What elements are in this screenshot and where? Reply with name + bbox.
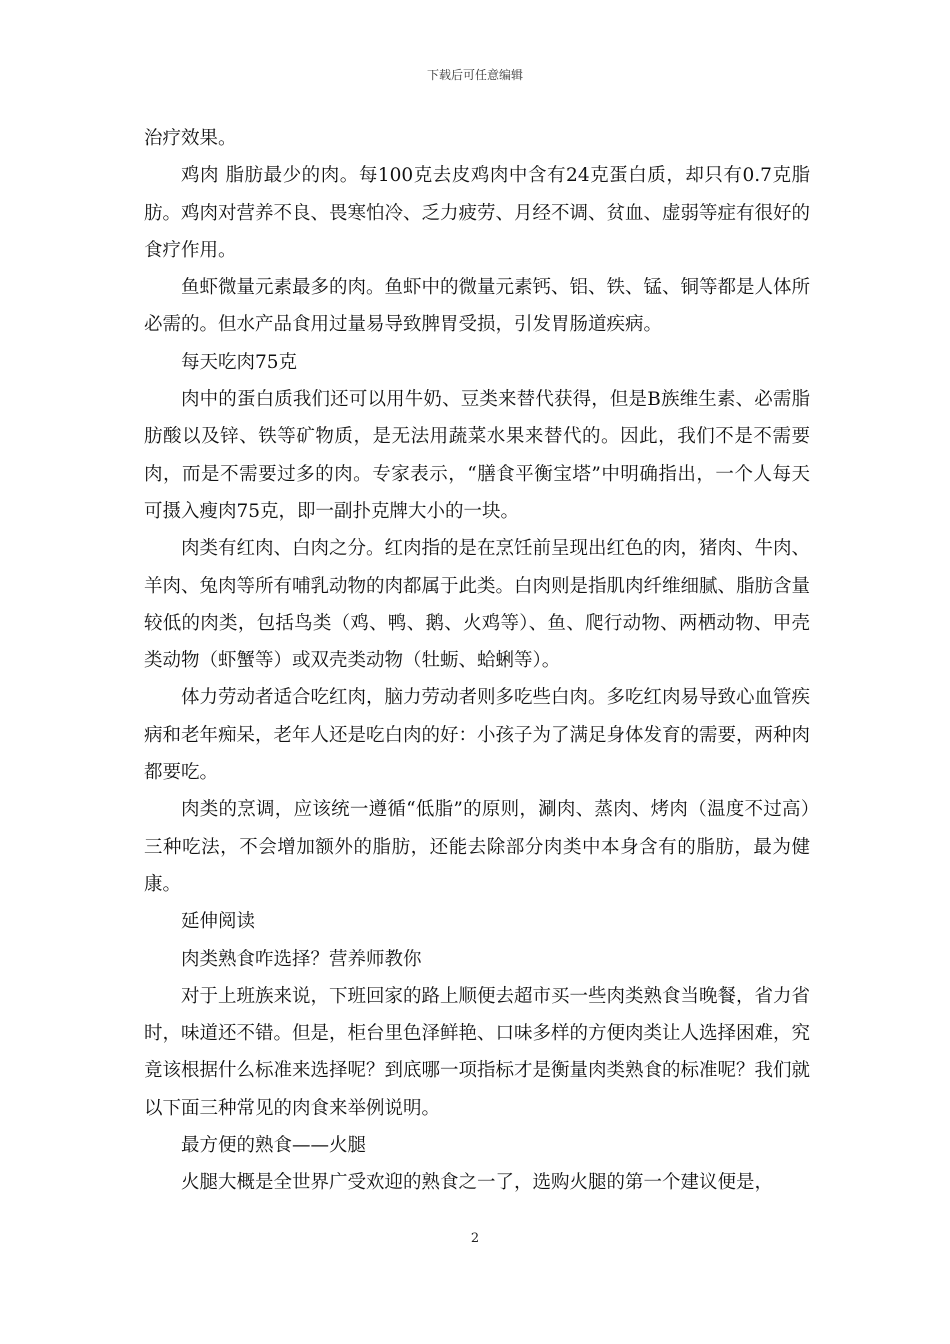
body-text bbox=[144, 120, 810, 1202]
paragraph: 鸡肉 脂肪最少的肉。每100克去皮鸡肉中含有24克蛋白质，却只有0.7克脂肪。鸡肉对营养不良、畏寒怕冷、乏力疲劳、月经不调、贫血、虚弱等症有很好的食疗作用。 bbox=[144, 165, 811, 261]
page-header: 下载后可任意编辑 bbox=[426, 68, 523, 82]
paragraph: 火腿大概是全世界广受欢迎的熟食之一了，选购火腿的第一个建议便是， bbox=[181, 1172, 774, 1194]
paragraph: 治疗效果。 bbox=[144, 128, 237, 149]
paragraph: 肉类有红肉、白肉之分。红肉指的是在烹饪前呈现出红色的肉，猪肉、牛肉、羊肉、兔肉等所有哺乳动物的肉都属于此类。白肉则是指肌肉纤维细腻、脂肪含量较低的肉类，包括鸟类（鸡、鸭、鹅、火鸡等）、鱼、爬行动物、两栖动物、甲壳类动物（虾蟹等）或双壳类动物（牡蛎、蛤蜊等）。 bbox=[144, 538, 811, 672]
paragraph: 对于上班族来说，下班回家的路上顺便去超市买一些肉类熟食当晚餐，省力省时，味道还不错。但是，柜台里色泽鲜艳、口味多样的方便肉类让人选择困难，究竟该根据什么标准来选择呢？到底哪一项指标才是衡量肉类熟食的标准呢？我们就以下面三种常见的肉食来举例说明。 bbox=[144, 985, 811, 1119]
paragraph: 肉类的烹调，应该统一遵循“低脂”的原则，涮肉、蒸肉、烤肉（温度不过高）三种吃法，不会增加额外的脂肪，还能去除部分肉类中本身含有的脂肪，最为健康。 bbox=[144, 799, 810, 895]
section-heading: 每天吃肉75克 bbox=[181, 351, 298, 373]
paragraph: 体力劳动者适合吃红肉，脑力劳动者则多吃些白肉。多吃红肉易导致心血管疾病和老年痴呆，老年人还是吃白肉的好：小孩子为了满足身体发育的需要，两种肉都要吃。 bbox=[144, 687, 811, 784]
paragraph: 肉中的蛋白质我们还可以用牛奶、豆类来替代获得，但是B族维生素、必需脂肪酸以及锌、铁等矿物质，是无法用蔬菜水果来替代的。因此，我们不是不需要肉，而是不需要过多的肉。专家表示，“膳食平衡宝塔”中明确指出，一个人每天可摄入瘦肉75克，即一副扑克牌大小的一块。 bbox=[144, 389, 810, 522]
page-number: 2 bbox=[470, 1231, 480, 1246]
paragraph: 鱼虾微量元素最多的肉。鱼虾中的微量元素钙、铝、铁、锰、铜等都是人体所必需的。但水产品食用过量易导致脾胃受损，引发胃肠道疾病。 bbox=[144, 277, 811, 336]
section-heading: 肉类熟食咋选择？营养师教你 bbox=[181, 948, 422, 970]
section-heading: 最方便的熟食——火腿 bbox=[181, 1135, 367, 1157]
section-heading: 延伸阅读 bbox=[181, 911, 256, 933]
